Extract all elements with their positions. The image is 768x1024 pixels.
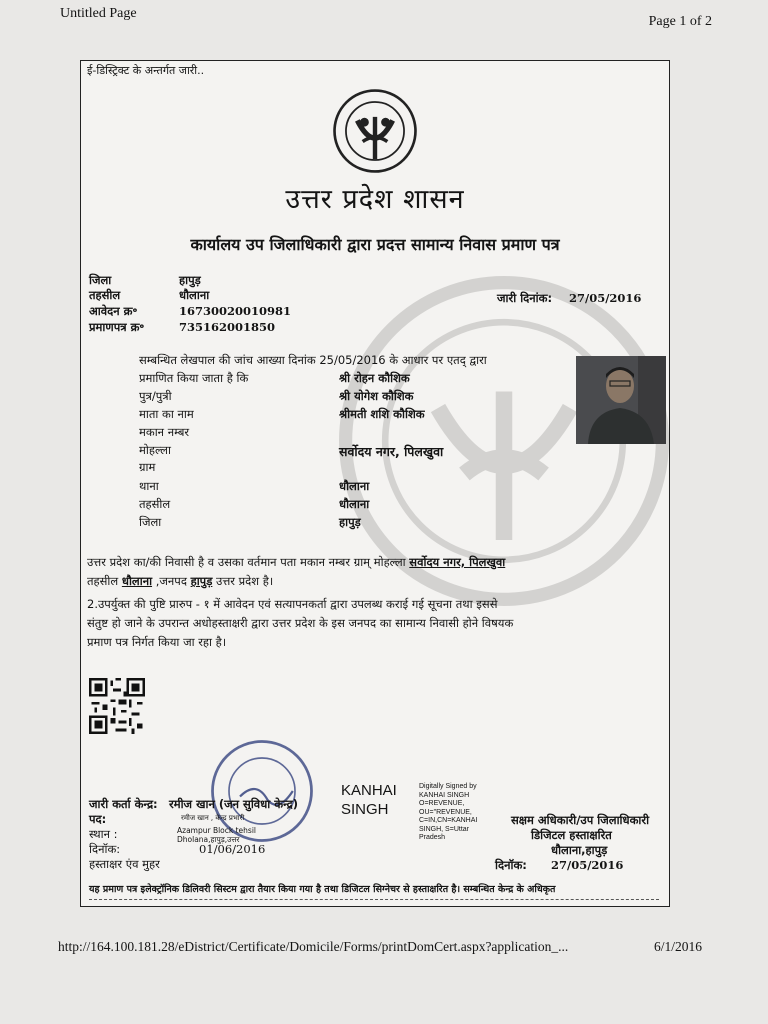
- father-label: पुत्र/पुत्री: [139, 389, 172, 403]
- application-number-label: आवेदन क्र॰: [89, 304, 138, 318]
- tehsil-value: धौलाना: [179, 288, 210, 302]
- district-label: जिला: [89, 273, 112, 287]
- certificate: [80, 60, 670, 907]
- issuer-center-value: रमीज खान (जन सुविधा केन्द्र): [169, 797, 298, 811]
- tehsil2-label: तहसील: [139, 497, 171, 511]
- mohalla-label: मोहल्ला: [139, 443, 171, 457]
- page-count: Page 1 of 2: [648, 14, 712, 29]
- certificate-number-label: प्रमाणपत्र क्र॰: [89, 320, 145, 334]
- para1-address: सर्वोदय नगर, पिलखुवा: [409, 555, 506, 569]
- print-date: 6/1/2016: [654, 939, 703, 954]
- thana-value: धौलाना: [339, 479, 370, 493]
- father-value: श्री योगेश कौशिक: [339, 389, 414, 403]
- issue-center-date-value: 01/06/2016: [199, 842, 266, 856]
- place-label: स्थान :: [89, 827, 118, 841]
- para1-district-value: हापुड़: [190, 574, 213, 588]
- applicant-photo: [576, 356, 666, 444]
- district-value: हापुड़: [179, 273, 201, 287]
- thana-label: थाना: [139, 479, 159, 493]
- qr-code: [89, 678, 145, 734]
- print-url: http://164.100.181.28/eDistrict/Certificate/Domicile/Forms/printDomCert.aspx?application_...: [58, 939, 569, 954]
- tehsil-label: तहसील: [89, 288, 121, 302]
- para1-district-label: ,जनपद: [155, 574, 187, 588]
- footer-note: यह प्रमाण पत्र इलेक्ट्रॉनिक डिलिवरी सिस्टम द्वारा तैयार किया गया है तथा डिजिटल सिग्नेचर से हस्ताक्षरित है। सम्बन्धित केन्द्र के अधिकृत: [89, 884, 556, 895]
- para2-line-1: 2.उपर्युक्त की पुष्टि प्रारुप - १ में आवेदन एवं सत्यापनकर्ता द्वारा उपलब्ध कराई गई सूचना तथा इससे: [87, 597, 498, 611]
- officer-date-label: दिनॉक:: [495, 858, 527, 872]
- page-title: Untitled Page: [60, 6, 137, 21]
- intro-line-2: प्रमाणित किया जाता है कि: [139, 371, 249, 385]
- mohalla-value: सर्वोदय नगर, पिलखुवा: [339, 444, 444, 459]
- domicile-paragraph: [87, 553, 663, 591]
- intro-line-1: सम्बन्धित लेखपाल की जांच आख्या दिनांक 25/05/2016 के आधार पर एतद् द्वारा: [139, 353, 487, 367]
- issue-date-label: जारी दिनांक:: [497, 291, 553, 305]
- district2-value: हापुड़: [339, 515, 361, 529]
- officer-digital-sign: डिजिटल हस्ताक्षरित: [531, 828, 612, 842]
- up-govt-emblem-icon: [331, 87, 419, 175]
- digital-signature-details: Digitally Signed by KANHAI SINGH O=REVENUE, OU="REVENUE, C=IN,CN=KANHAI SINGH, S=Uttar Pradesh: [419, 783, 478, 841]
- certificate-subtitle: कार्यालय उप जिलाधिकारी द्वारा प्रदत्त सामान्य निवास प्रमाण पत्र: [190, 235, 560, 254]
- digital-signer-name: KANHAI SINGH: [341, 782, 397, 818]
- para1-tehsil-label: तहसील: [87, 574, 119, 588]
- issue-center-date-label: दिनॉक:: [89, 842, 121, 856]
- footer-cut-line: [89, 899, 659, 906]
- certificate-title: उत्तर प्रदेश शासन: [285, 184, 465, 215]
- officer-place: धौलाना,हापुड़: [551, 843, 608, 857]
- village-label: ग्राम: [139, 460, 156, 474]
- para1-tehsil-value: धौलाना: [121, 574, 153, 588]
- issued-under-note: ई-डिस्ट्रिक्ट के अन्तर्गत जारी..: [87, 64, 205, 77]
- officer-date-value: 27/05/2016: [551, 858, 624, 872]
- certificate-number-value: 735162001850: [179, 320, 276, 334]
- signature-label: हस्ताक्षर एंव मुहर: [89, 857, 160, 871]
- para2-line-2: संतुष्ट हो जाने के उपरान्त अधोहस्ताक्षरी द्वारा उत्तर प्रदेश के इस जनपद का सामान्य निवासी होने विषयक: [87, 616, 514, 630]
- post-label: पद:: [89, 812, 107, 826]
- mother-label: माता का नाम: [139, 407, 194, 421]
- house-label: मकान नम्बर: [139, 425, 190, 439]
- verification-paragraph: [87, 595, 663, 652]
- mother-value: श्रीमती शशि कौशिक: [339, 407, 425, 421]
- para1-part-a: उत्तर प्रदेश का/की निवासी है व उसका वर्तमान पता मकान नम्बर ग्राम् मोहल्ला: [87, 555, 406, 569]
- issue-date-value: 27/05/2016: [569, 291, 642, 305]
- application-number-value: 16730020010981: [179, 304, 292, 318]
- applicant-name: श्री रोहन कौशिक: [339, 371, 410, 385]
- district2-label: जिला: [139, 515, 162, 529]
- place-value-2: Dholana,हापुड़,उत्तर: [177, 835, 240, 844]
- post-value: रमीज खान , केन्द्र प्रभारी: [181, 814, 245, 822]
- officer-title: सक्षम अधिकारी/उप जिलाधिकारी: [511, 813, 650, 827]
- issuer-center-label: जारी कर्ता केन्द्र:: [89, 797, 158, 811]
- place-value-1: Azampur Block tehsil: [177, 826, 257, 835]
- para1-end: उत्तर प्रदेश है।: [216, 574, 274, 588]
- para2-line-3: प्रमाण पत्र निर्गत किया जा रहा है।: [87, 635, 227, 649]
- tehsil2-value: धौलाना: [339, 497, 370, 511]
